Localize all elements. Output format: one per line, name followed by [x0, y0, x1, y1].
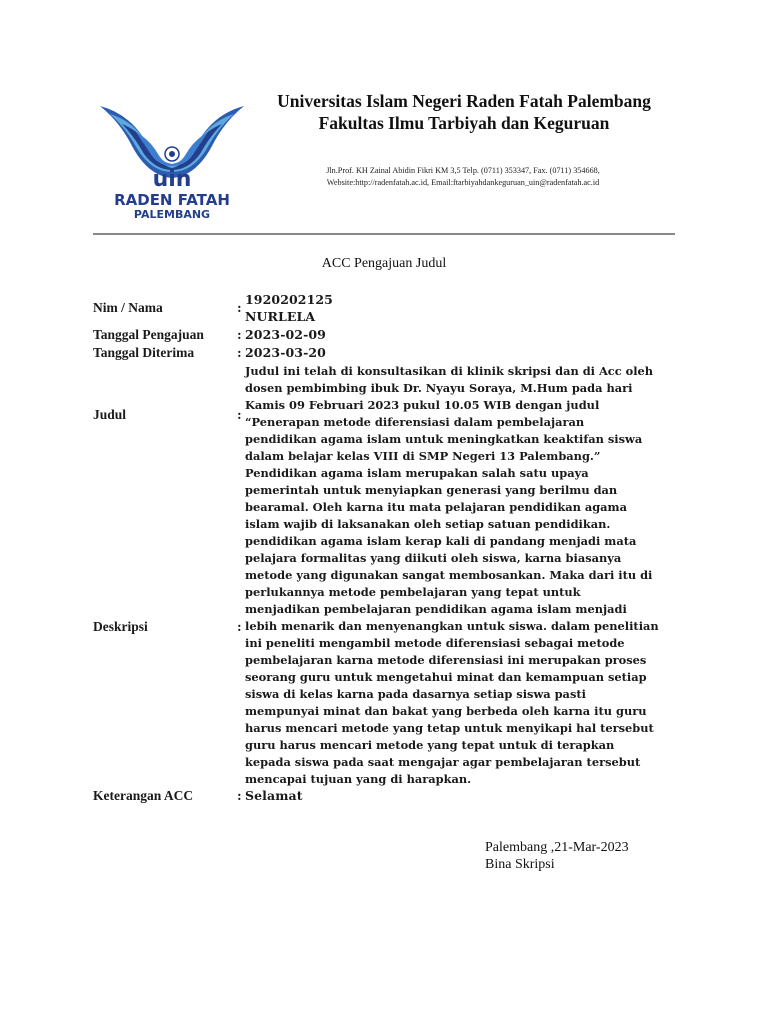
deskripsi-label: Deskripsi [93, 619, 148, 634]
deskripsi-text: Pendidikan agama islam merupakan salah satu upaya pemerintah untuk menyiapkan generasi yang berilmu dan bearamal. Oleh karna itu mata pelajaran pendidikan agama islam wajib di laksanakan oleh setiap satuan pendidikan. pendidikan agama islam kerap kali di pandang menjadi mata pelajara formalitas yang diikuti oleh siswa, karna biasanya metode yang digunakan sangat membosankan. Maka dari itu di perlukannya metode pembelajaran yang tepat untuk menjadikan pembelajaran pendidikan agama islam menjadi lebih menarik dan menyenangkan untuk siswa. dalam penelitian ini peneliti mengambil metode diferensiasi sebagai metode pembelajaran karna metode diferensiasi ini merupakan proses seorang guru untuk mengetahui minat dan kemampuan setiap siswa di kelas karna pada dasarnya setiap siswa pasti mempunyai minat dan bakat yang berbeda oleh karna itu guru harus mencari metode yang tetap untuk menyikapi hal tersebut guru harus mencari metode yang tepat untuk di terapkan kepada siswa pada saat mengajar agar pembelajaran tersebut mencapai tujuan yang di harapkan. [245, 466, 659, 786]
address-line-1: Jln.Prof. KH Zainal Abidin Fikri KM 3,5 Telp. (0711) 353347, Fax. (0711) 354668, [326, 166, 600, 175]
address-line-2: Website:http://radenfatah.ac.id, Email:ftarbiyahdankeguruan_uin@radenfatah.ac.id [326, 178, 600, 187]
tanggal-pengajuan-value: 2023-02-09 [245, 327, 326, 342]
uin-logo-emblem [96, 92, 248, 224]
keterangan-label: Keterangan ACC [93, 788, 194, 803]
keterangan-colon: : [237, 788, 242, 803]
tanggal-diterima-colon: : [237, 345, 242, 360]
logo-text-name: RADEN FATAH [114, 191, 230, 209]
logo-text-uin: uin [152, 167, 192, 192]
tanggal-pengajuan-colon: : [237, 327, 242, 342]
deskripsi-colon: : [237, 619, 242, 634]
keterangan-value: Selamat [245, 788, 303, 803]
tanggal-diterima-label: Tanggal Diterima [93, 345, 195, 360]
uin-raden-fatah-logo [96, 92, 248, 224]
logo-text-city: PALEMBANG [133, 208, 211, 221]
header-divider [93, 233, 675, 235]
tanggal-pengajuan-label: Tanggal Pengajuan [93, 327, 204, 342]
nama-value: NURLELA [245, 309, 316, 324]
nim-nama-colon: : [237, 300, 242, 315]
judul-text: Judul ini telah di konsultasikan di klinik skripsi dan di Acc oleh dosen pembimbing ibuk Dr. Nyayu Soraya, M.Hum pada hari Kamis 09 Februari 2023 pukul 10.05 WIB dengan judul “Penerapan metode diferensiasi dalam pembelajaran pendidikan agama islam untuk meningkatkan keaktifan siswa dalam belajar kelas VIII di SMP Negeri 13 Palembang.” [245, 364, 654, 463]
faculty-name: Fakultas Ilmu Tarbiyah dan Keguruan [318, 113, 610, 133]
nim-value: 1920202125 [245, 292, 333, 307]
judul-label: Judul [93, 407, 127, 422]
signature-place-date: Palembang ,21-Mar-2023 [485, 840, 629, 855]
tanggal-diterima-value: 2023-03-20 [245, 345, 326, 360]
signature-role: Bina Skripsi [485, 857, 555, 872]
university-name: Universitas Islam Negeri Raden Fatah Palembang [277, 91, 651, 111]
judul-colon: : [237, 407, 242, 422]
document-title: ACC Pengajuan Judul [321, 256, 447, 271]
nim-nama-label: Nim / Nama [93, 300, 163, 315]
